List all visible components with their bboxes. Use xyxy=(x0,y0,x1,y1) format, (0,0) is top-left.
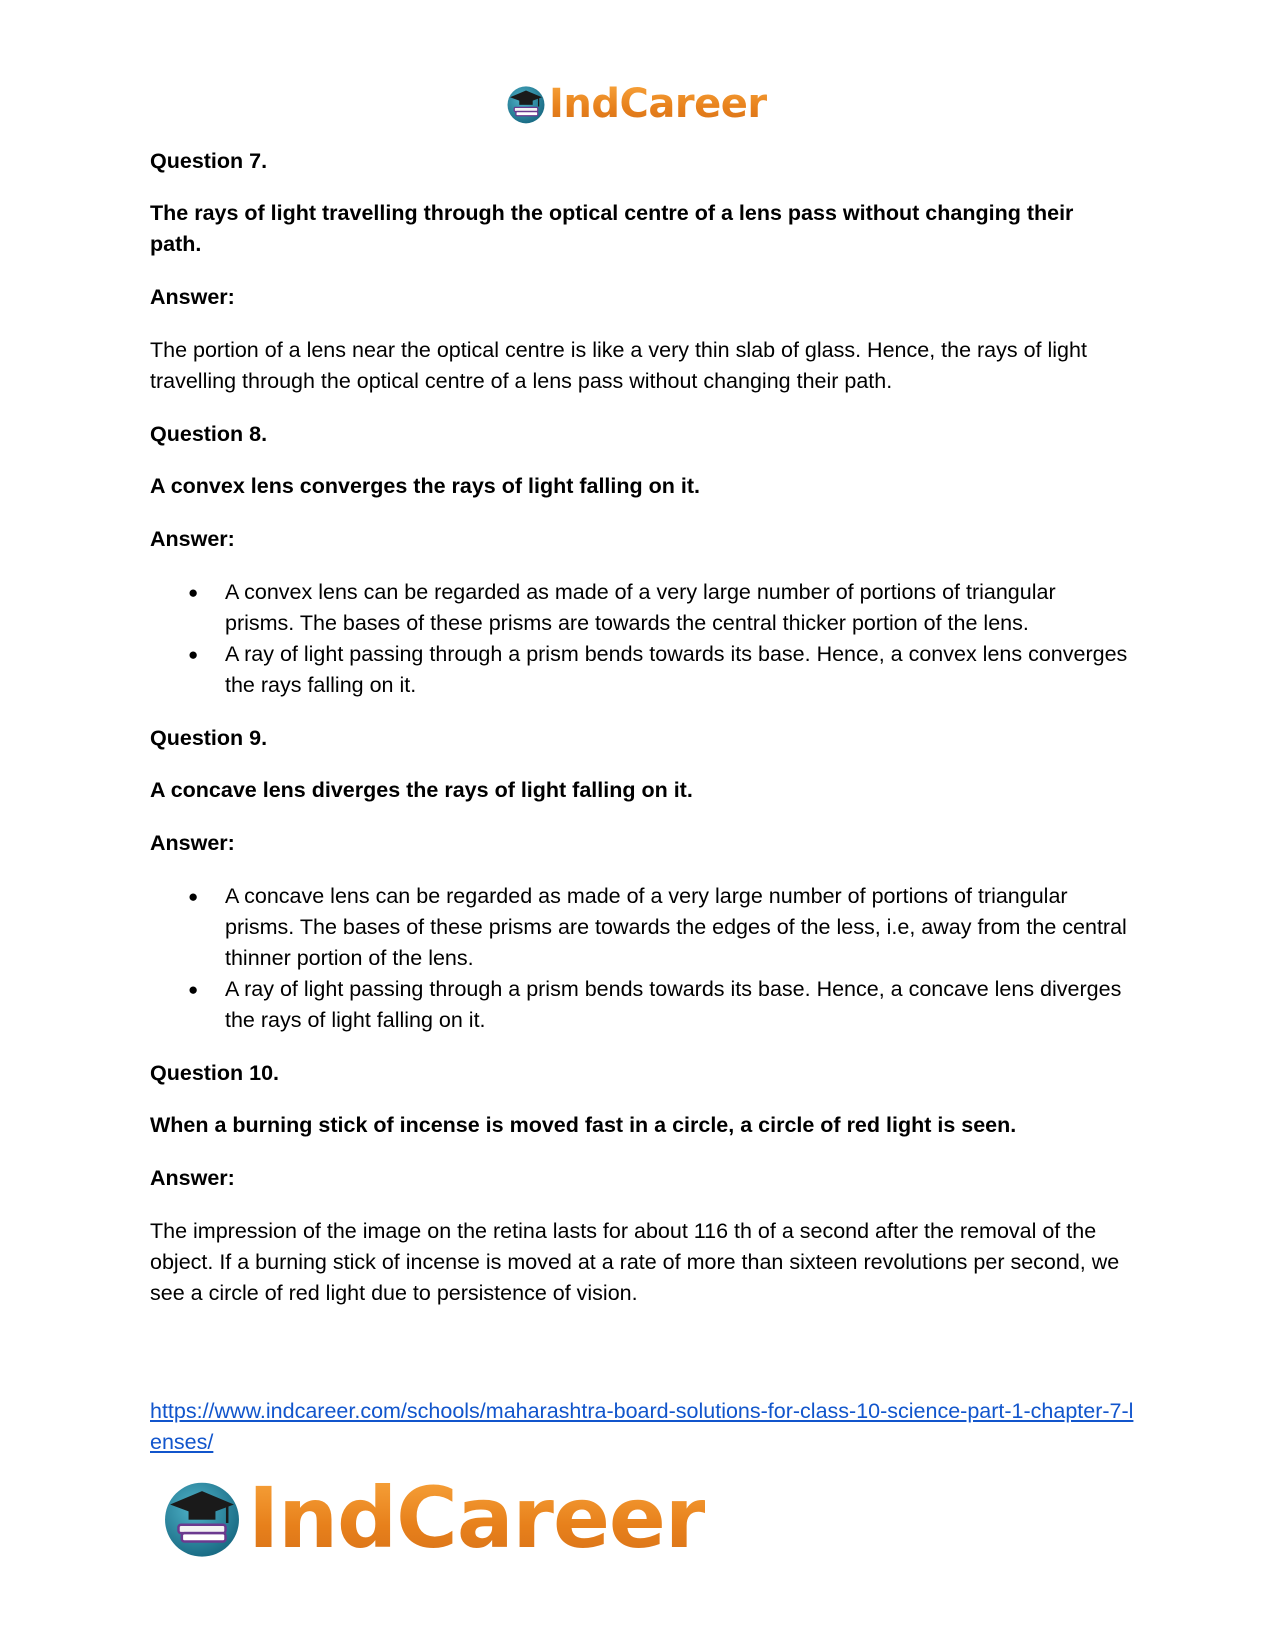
answer-label: Answer: xyxy=(150,1166,235,1190)
footer-logo-text: IndCareer xyxy=(248,1469,706,1567)
question-text: The rays of light travelling through the optical centre of a lens pass without changing their path. xyxy=(150,201,1074,256)
answer-label: Answer: xyxy=(150,831,235,855)
answer-bullet: ● A convex lens can be regarded as made of a very large number of portions of triangular prisms. The bases of these prisms are towards the central thicker portion of the lens. xyxy=(150,577,1130,639)
answer-bullet: ● A ray of light passing through a prism bends towards its base. Hence, a convex lens converges the rays falling on it. xyxy=(150,639,1130,701)
question-label: Question 9. xyxy=(150,726,268,750)
document-body xyxy=(150,146,1130,1331)
question-label: Question 7. xyxy=(150,149,268,173)
footer-logo xyxy=(160,1470,705,1566)
answer-bullet: ● A ray of light passing through a prism bends towards its base. Hence, a concave lens diverges the rays of light falling on it. xyxy=(150,974,1130,1036)
header-logo-text: IndCareer xyxy=(549,81,767,127)
answer-bullet-list xyxy=(150,881,1130,1036)
answer-bullet: ● A concave lens can be regarded as made of a very large number of portions of triangular prisms. The bases of these prisms are towards the edges of the less, i.e, away from the central thinner portion of the lens. xyxy=(150,881,1130,974)
answer-label: Answer: xyxy=(150,285,235,309)
answer-text: The impression of the image on the retina lasts for about 116 th of a second after the removal of the object. If a burning stick of incense is moved at a rate of more than sixteen revolutions per second, we see a circle of red light due to persistence of vision. xyxy=(150,1219,1120,1305)
header-logo xyxy=(505,80,767,128)
graduation-cap-books-icon xyxy=(160,1476,244,1560)
question-text: A convex lens converges the rays of light falling on it. xyxy=(150,474,700,498)
question-label: Question 10. xyxy=(150,1061,280,1085)
answer-text: The portion of a lens near the optical centre is like a very thin slab of glass. Hence, the rays of light travelling through the optical centre of a lens pass without changing their path. xyxy=(150,338,1087,393)
answer-label: Answer: xyxy=(150,527,235,551)
question-text: A concave lens diverges the rays of light falling on it. xyxy=(150,778,693,802)
source-link[interactable]: https://www.indcareer.com/schools/maharashtra-board-solutions-for-class-10-science-part-1-chapter-7-lenses/ xyxy=(150,1399,1134,1454)
graduation-cap-books-icon xyxy=(505,83,547,125)
question-text: When a burning stick of incense is moved fast in a circle, a circle of red light is seen. xyxy=(150,1113,1017,1137)
answer-bullet-list xyxy=(150,577,1130,701)
question-label: Question 8. xyxy=(150,422,268,446)
